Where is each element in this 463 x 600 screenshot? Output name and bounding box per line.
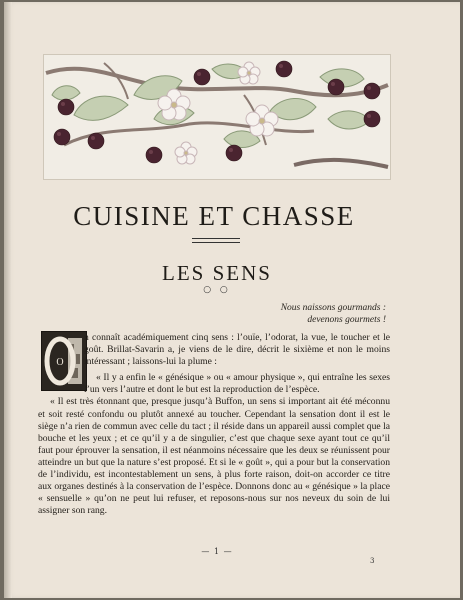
paragraph-1: n connaît académiquement cinq sens : l’ouïe, l’odorat, la vue, le toucher et le goût. Brillat-Savarin a, je viens de le dire, décrit le sixième et non le moins intéressant ; laissons-lui la plume : <box>84 332 390 368</box>
page-mark: 3 <box>370 557 375 565</box>
folio: — 1 — <box>201 547 233 556</box>
page-edge-shadow <box>4 2 12 598</box>
title-double-rule <box>192 238 240 243</box>
paragraph-3: « Il est très étonnant que, presque jusqu’à Buffon, un sens si important ait été méconnu et soit resté confondu ou plutôt annexé au toucher. Cependant la sensation dont il est le siège n’a rien de commun avec celle du tact ; il réside dans un appareil aussi complet que la bouche et les yeux ; et ce qu’il y a de singulier, c’est que chaque sexe ayant tout ce qu’il faut pour éprouver la sensation, il est néanmoins nécessaire que les deux se réunissent pour atteindre un but que la nature s’est proposé. Et si le « goût », qui a pour but la conservation de l’individu, est incontestablement un sens, à plus forte raison, doit-on accorder ce titre aux organes destinés à la conservation de l’espèce. Donnons donc au « génésique » la place « sensuelle » qu’on ne peut lui refuser, et reposons-nous sur nos neveux du soin de lui assigner son rang. <box>38 396 390 517</box>
bramble-illustration <box>44 55 390 179</box>
body-text <box>38 332 390 517</box>
epigraph <box>186 302 386 326</box>
illustration-banner <box>44 55 390 179</box>
section-ornament: ○ ○ <box>203 285 231 295</box>
page-title: CUISINE ET CHASSE <box>73 201 355 231</box>
section-title: LES SENS <box>162 261 272 285</box>
paragraph-2: « Il y a enfin le « génésique » ou « amour physique », qui entraîne les sexes l’un vers l’autre et dont le but est la reproduction de l’espèce. <box>84 372 390 396</box>
book-page <box>4 2 460 598</box>
dropcap-letter: O <box>56 357 64 368</box>
epigraph-line-2: devenons gourmets ! <box>307 315 386 325</box>
epigraph-line-1: Nous naissons gourmands : <box>280 303 386 313</box>
